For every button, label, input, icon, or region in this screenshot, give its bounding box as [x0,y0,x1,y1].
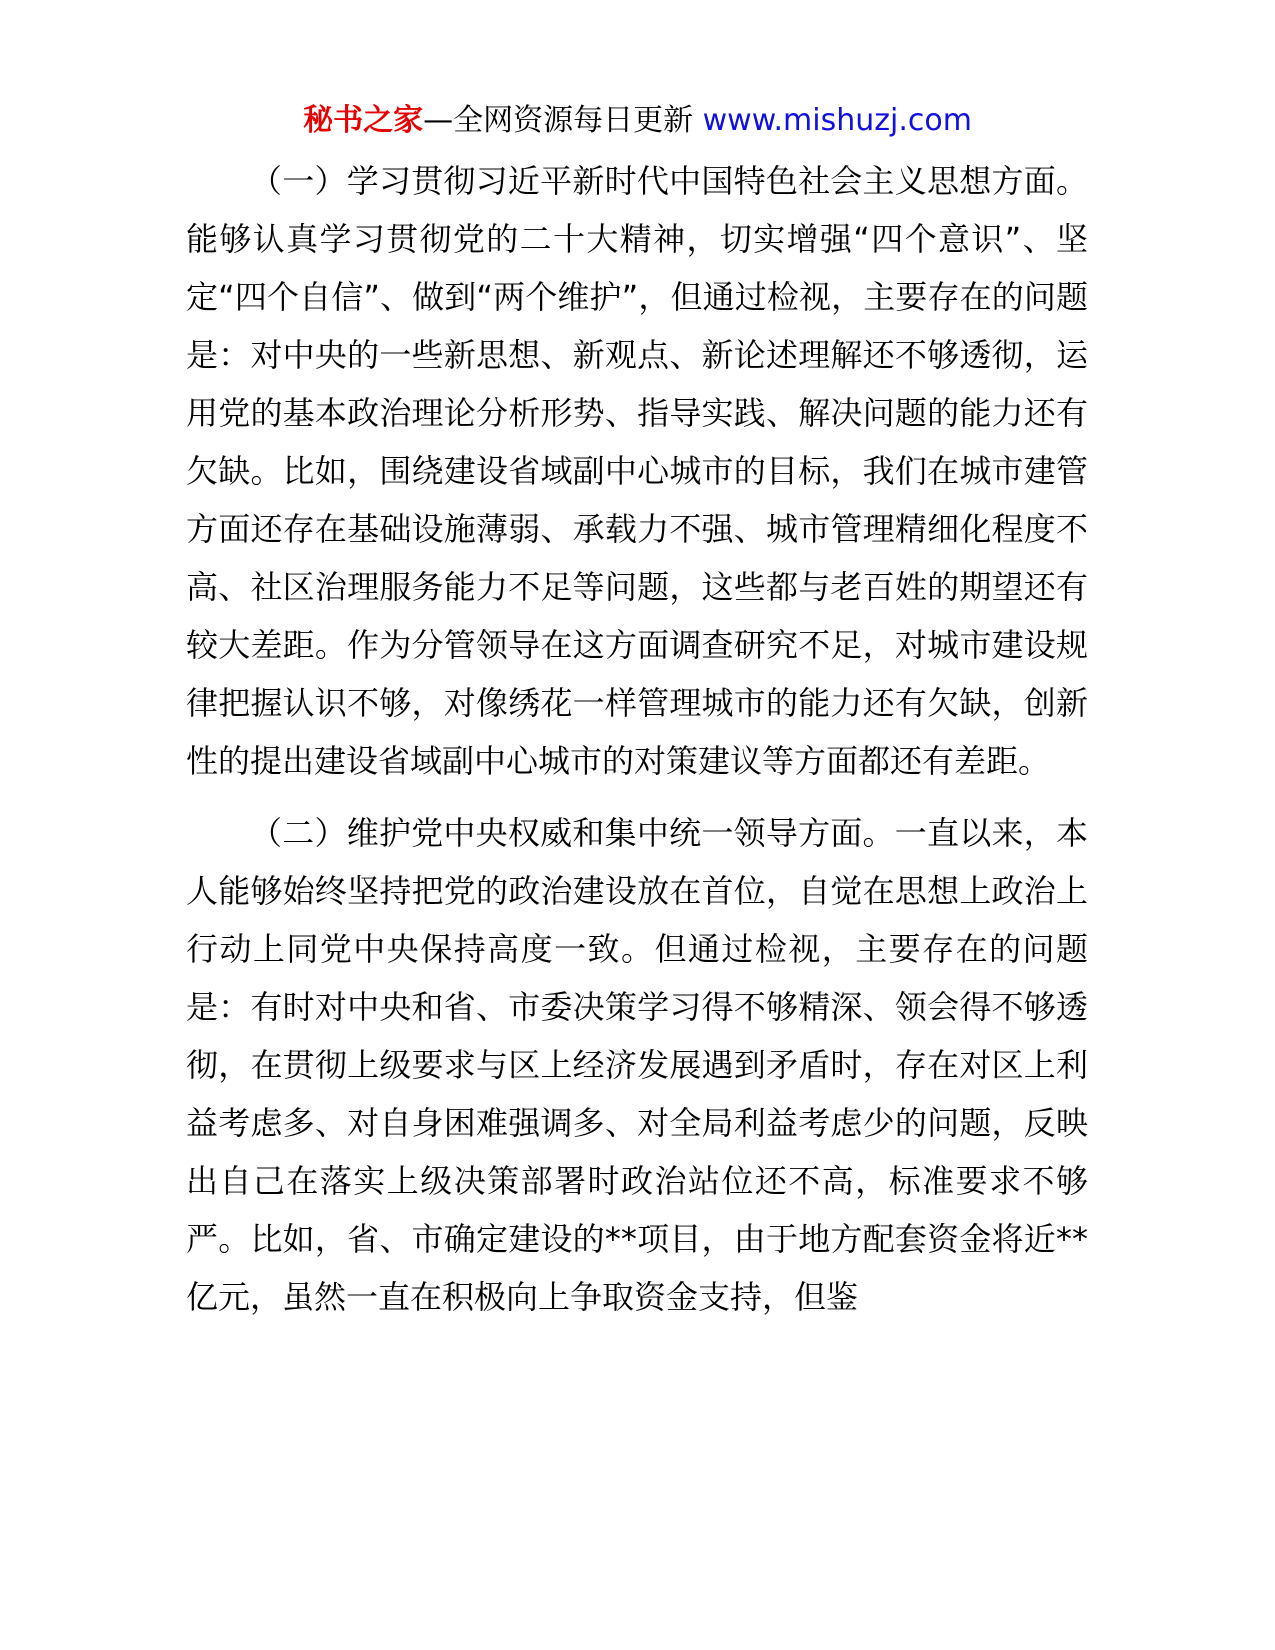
paragraph-section-one: （一）学习贯彻习近平新时代中国特色社会主义思想方面。能够认真学习贯彻党的二十大精神，切实增强“四个意识”、坚定“四个自信”、做到“两个维护”，但通过检视，主要存在的问题是：对中央的一些新思想、新观点、新论述理解还不够透彻，运用党的基本政治理论分析形势、指导实践、解决问题的能力还有欠缺。比如，围绕建设省域副中心城市的目标，我们在城市建管方面还存在基础设施薄弱、承载力不强、城市管理精细化程度不高、社区治理服务能力不足等问题，这些都与老百姓的期望还有较大差距。作为分管领导在这方面调查研究不足，对城市建设规律把握认识不够，对像绣花一样管理城市的能力还有欠缺，创新性的提出建设省域副中心城市的对策建议等方面都还有差距。 [186,162,1088,780]
header-tagline: —全网资源每日更新 [423,103,703,138]
document-body [186,152,1088,1326]
site-header [0,101,1275,141]
paragraph-section-two: （二）维护党中央权威和集中统一领导方面。一直以来，本人能够始终坚持把党的政治建设放在首位，自觉在思想上政治上行动上同党中央保持高度一致。但通过检视，主要存在的问题是：有时对中央和省、市委决策学习得不够精深、领会得不够透彻，在贯彻上级要求与区上经济发展遇到矛盾时，存在对区上利益考虑多、对自身困难强调多、对全局利益考虑少的问题，反映出自己在落实上级决策部署时政治站位还不高，标准要求不够严。比如，省、市确定建设的**项目，由于地方配套资金将近**亿元，虽然一直在积极向上争取资金支持，但鉴 [186,814,1088,1316]
brand-name: 秘书之家 [303,103,424,138]
site-url-link[interactable]: www.mishuzj.com [702,103,972,138]
